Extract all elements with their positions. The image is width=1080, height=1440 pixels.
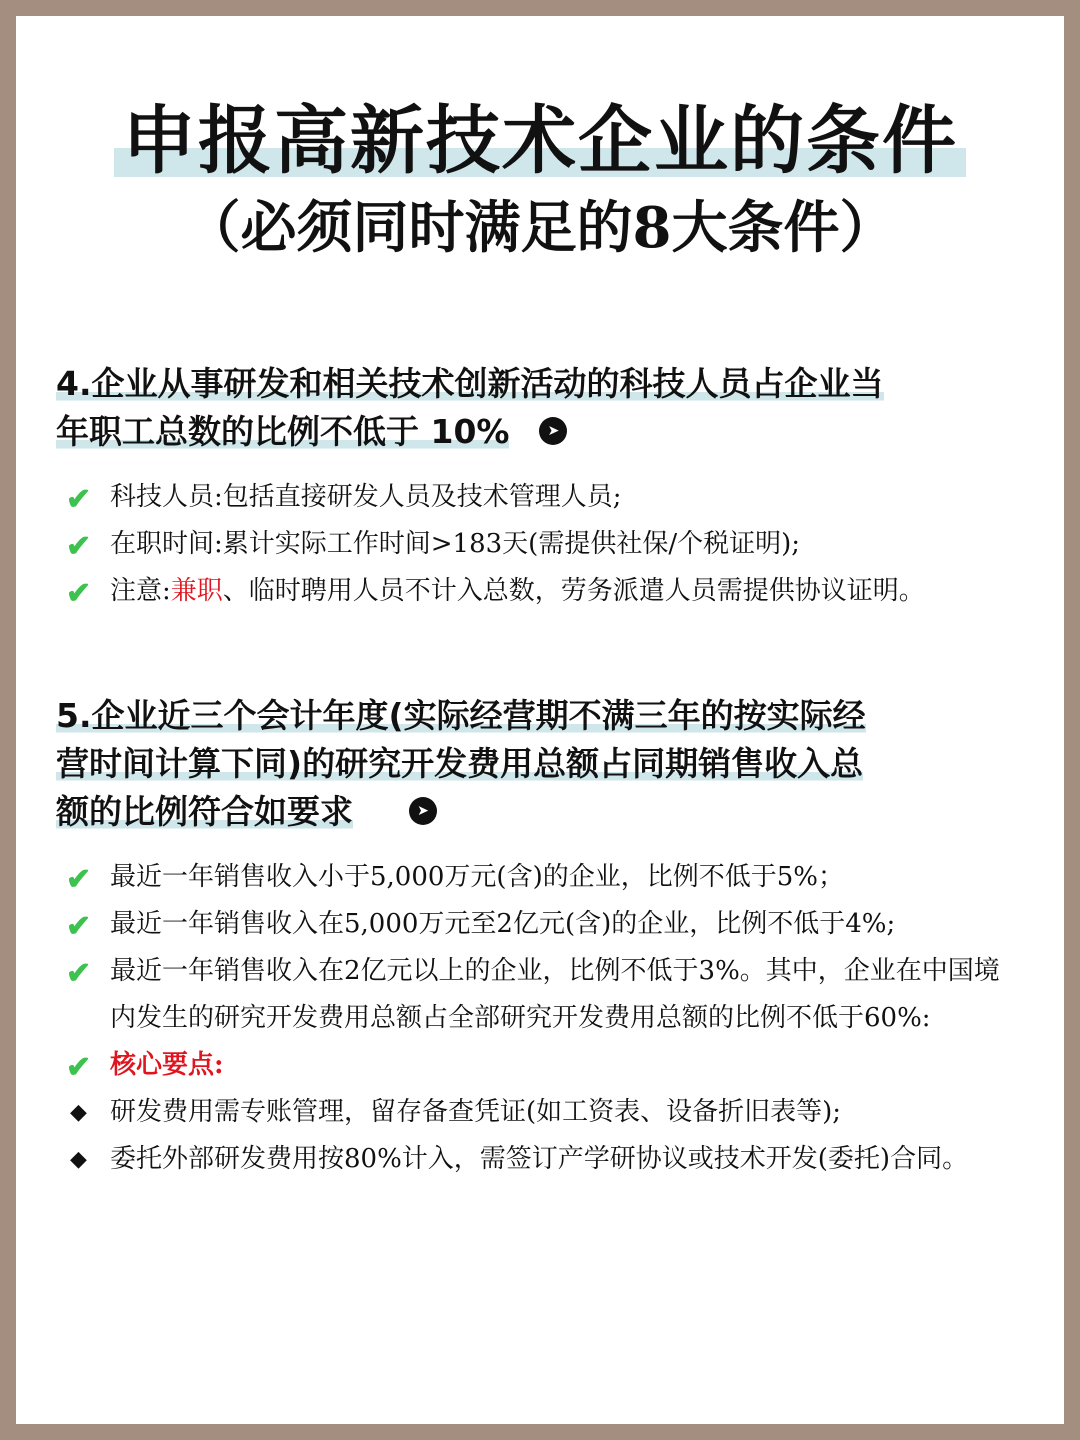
note-prefix: 注意: xyxy=(110,576,171,606)
section-4-heading-line1: 4.企业从事研发和相关技术创新活动的科技人员占企业当 xyxy=(56,364,884,403)
check-icon: ✔ xyxy=(66,862,92,897)
list-item xyxy=(62,1042,1002,1089)
bullet-item: ◆ 研发费用需专账管理，留存备查凭证(如工资表、设备折旧表等); xyxy=(62,1089,1002,1136)
check-icon: ✔ xyxy=(66,1050,92,1085)
arrow-right-circle-icon: ➤ xyxy=(409,797,437,825)
page-title: 申报高新技术企业的条件 xyxy=(114,96,966,186)
check-icon: ✔ xyxy=(66,529,92,564)
diamond-bullet-icon: ◆ xyxy=(70,1147,87,1172)
check-icon: ✔ xyxy=(66,576,92,611)
section-5-heading-line2: 营时间计算下同)的研究开发费用总额占同期销售收入总 xyxy=(56,744,864,783)
section-4-list xyxy=(62,474,1002,615)
list-item: ✔ 科技人员:包括直接研发人员及技术管理人员; xyxy=(62,474,1002,521)
section-4-heading xyxy=(56,360,1036,456)
bullet-item: ◆ 委托外部研发费用按80%计入，需签订产学研协议或技术开发(委托)合同。 xyxy=(62,1136,1002,1183)
list-item: ✔ 在职时间:累计实际工作时间>183天(需提供社保/个税证明); xyxy=(62,521,1002,568)
key-points-label: 核心要点: xyxy=(110,1050,224,1080)
page-subtitle: （必须同时满足的8大条件） xyxy=(184,195,896,261)
check-icon: ✔ xyxy=(66,909,92,944)
section-5-heading-line3: 额的比例符合如要求 xyxy=(56,792,353,831)
list-item: ✔ 最近一年销售收入在2亿元以上的企业，比例不低于3%。其中，企业在中国境内发生的研究开发费用总额占全部研究开发费用总额的比例不低于60%: xyxy=(62,948,1002,1042)
highlight-parttime: 兼职 xyxy=(170,576,223,606)
list-item: ✔ 注意:兼职、临时聘用人员不计入总数，劳务派遣人员需提供协议证明。 xyxy=(62,568,1002,615)
diamond-bullet-icon: ◆ xyxy=(70,1100,87,1125)
content-card xyxy=(16,16,1064,1424)
title-block xyxy=(16,96,1064,268)
section-4-heading-line2: 年职工总数的比例不低于 10% xyxy=(56,412,510,451)
list-item: ✔ 最近一年销售收入小于5,000万元(含)的企业，比例不低于5%； xyxy=(62,854,1002,901)
section-5-heading-line1: 5.企业近三个会计年度(实际经营期不满三年的按实际经 xyxy=(56,696,866,735)
arrow-right-circle-icon: ➤ xyxy=(539,417,567,445)
section-5-heading xyxy=(56,692,1036,836)
check-icon: ✔ xyxy=(66,482,92,517)
list-item: ✔ 最近一年销售收入在5,000万元至2亿元(含)的企业，比例不低于4%; xyxy=(62,901,1002,948)
section-5-list xyxy=(62,854,1002,1183)
check-icon: ✔ xyxy=(66,956,92,991)
